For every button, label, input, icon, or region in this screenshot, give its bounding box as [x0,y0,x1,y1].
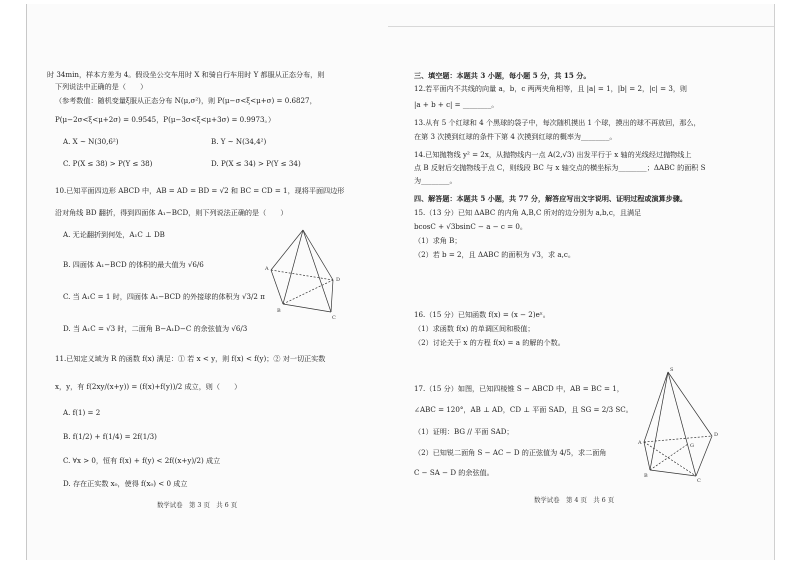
q11-stem-line-2: x，y，有 f(2xy/(x+y)) = (f(x)+f(y))/2 成立，则（ ） [55,382,242,391]
q17-figure-label-d: D [714,432,719,438]
q17-figure-label-a: A [638,440,642,446]
section-4-title: 四、解答题：本题共 5 小题，共 77 分，解答应写出文字说明、证明过程或演算步骤。 [414,194,687,203]
q11-option-d: D. 存在正实数 x₀，使得 f(x₀) < 0 成立 [63,479,188,488]
page-3-footer: 数学试卷 第 3 页 共 6 页 [157,501,238,509]
q17-figure-label-b: B [644,473,648,479]
q14-line-3: 为________。 [414,176,457,185]
q10-stem-line-2: 沿对角线 BD 翻折，得到四面体 A₁−BCD，则下列说法正确的是（ ） [55,208,288,217]
q15-line-4: （2）若 b = 2，且 ΔABC 的面积为 √3，求 a,c。 [414,250,575,259]
q10-figure-label-d: D [336,277,341,283]
q12-line-1: 12.若平面内不共线的向量 a，b，c 两两夹角相等，且 |a| = 1，|b| = 2，|c| = 3，则 [414,84,688,93]
q9-intro-line-2: 下列说法中正确的是（ ） [55,82,148,91]
q9-option-a: A. X ~ N(30,6²) [63,137,119,146]
q11-option-c: C. ∀x > 0，恒有 f(x) + f(y) < 2f((x+y)/2) 成立 [63,456,221,465]
q12-line-2: |a + b + c| = ________。 [414,100,499,109]
q10-option-a: A. 无论翻折到何处，A₁C ⊥ DB [63,230,165,239]
q9-option-b: B. Y ~ N(34,4²) [211,137,267,146]
q16-line-1: 16.（15 分）已知函数 f(x) = (x − 2)eˣ。 [414,310,550,319]
q15-line-3: （1）求角 B； [414,236,462,245]
q9-reference-line-1: （参考数值：随机变量ξ服从正态分布 N(μ,σ²)，则 P(μ−σ<ξ<μ+σ) = 0.6827， [55,96,317,105]
q13-line-1: 13.从有 5 个红球和 4 个黑球的袋子中，每次随机摸出 1 个球，摸出的球不再放回，那么， [414,118,701,127]
q17-line-2: ∠ABC = 120°，AB ⊥ AD，CD ⊥ 平面 SAD，且 SG = 2/3 SC。 [414,405,633,414]
section-3-title: 三、填空题：本题共 3 小题，每小题 5 分，共 15 分。 [414,71,591,80]
q10-option-b: B. 四面体 A₁−BCD 的体积的最大值为 √6/6 [63,260,204,269]
q17-line-4: （2）已知锐二面角 S − AC − D 的正弦值为 4/5，求二面角 [414,448,607,457]
q10-figure-label-b: B [277,308,281,314]
page-4-footer: 数学试卷 第 4 页 共 6 页 [534,496,615,504]
q16-line-3: （2）讨论关于 x 的方程 f(x) = a 的解的个数。 [414,338,565,347]
q17-line-3: （1）证明：BG // 平面 SAD； [414,427,514,436]
page-top-rule [388,26,774,27]
q15-line-1: 15.（13 分）已知 ΔABC 的内角 A,B,C 所对的边分别为 a,b,c，且满足 [414,208,642,217]
q11-stem-line-1: 11.已知定义域为 R 的函数 f(x) 满足：① 若 x < y，则 f(x) < f(y)；② 对一切正实数 [55,354,326,363]
q11-option-a: A. f(1) = 2 [63,408,101,417]
q17-line-5: C − SA − D 的余弦值。 [414,468,494,477]
q9-option-d: D. P(X ≤ 34) > P(Y ≤ 34) [211,159,301,168]
exam-page-4 [388,4,775,560]
q9-reference-line-2: P(μ−2σ<ξ<μ+2σ) = 0.9545，P(μ−3σ<ξ<μ+3σ) = 0.9973。） [55,115,276,124]
q14-line-1: 14.已知抛物线 y² = 2x，从抛物线内一点 A(2,√3) 出发平行于 x 轴的光线经过抛物线上 [414,150,692,159]
q10-figure-label-a: A [265,266,269,272]
q17-figure-label-c: C [697,478,701,484]
q14-line-2: 点 B 反射后交抛物线于点 C，则线段 BC 与 x 轴交点的横坐标为________；ΔABC 的面积 S [414,163,706,172]
q10-option-c: C. 当 A₁C = 1 时，四面体 A₁−BCD 的外接球的体积为 √3/2 π [63,292,265,301]
q15-line-2: bcosC + √3bsinC − a − c = 0。 [414,222,527,231]
q10-figure-label-c: C [332,315,336,321]
q16-line-2: （1）求函数 f(x) 的单调区间和极值； [414,324,535,333]
q9-intro-line-1: 时 34min，样本方差为 4。假设坐公交车用时 X 和骑自行车用时 Y 都服从正态分布，则 [47,70,325,79]
q13-line-2: 在第 3 次摸到红球的条件下第 4 次摸到红球的概率为________。 [414,132,617,141]
q10-stem-line-1: 10.已知平面四边形 ABCD 中，AB = AD = BD = √2 和 BC = CD = 1，现将平面四边形 [55,186,345,195]
q9-option-c: C. P(X ≤ 38) > P(Y ≤ 38) [63,159,153,168]
q17-pyramid-figure [640,366,724,482]
exam-page-3 [26,4,392,560]
q10-option-d: D. 当 A₁C = √3 时，二面角 B−A₁D−C 的余弦值为 √6/3 [63,324,248,333]
q11-option-b: B. f(1/2) + f(1/4) = 2f(1/3) [63,432,157,441]
q17-line-1: 17.（15 分）如图，已知四棱锥 S − ABCD 中，AB = BC = 1， [414,384,624,393]
q17-figure-label-g: G [690,443,694,449]
q17-figure-label-s: S [670,367,674,373]
q10-tetrahedron-figure [263,226,363,320]
